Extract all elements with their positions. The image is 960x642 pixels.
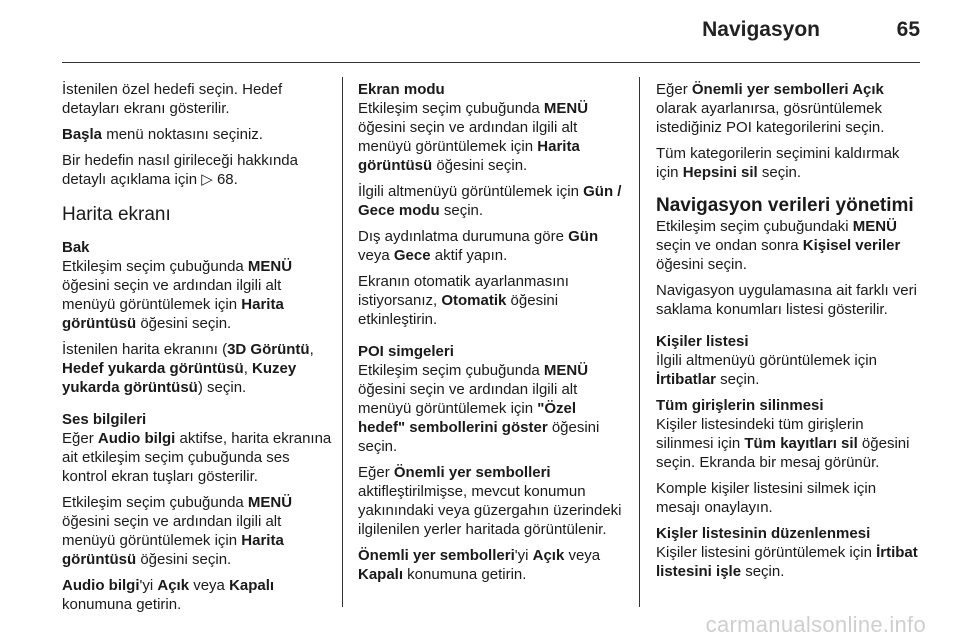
subheading: Kişiler listesi [656, 333, 749, 350]
paragraph: Önemli yer sembolleri'yi Açık veya Kapalı konumuna getirin. [358, 547, 601, 583]
paragraph: Eğer Önemli yer sembolleri aktifleştirilmişse, mevcut konumun yakınındaki veya güzergahın üzerindeki ilgilenilen yerler haritada görüntülenir. [358, 464, 622, 538]
paragraph: Audio bilgi'yi Açık veya Kapalı konumuna getirin. [62, 577, 275, 613]
subheading: Kişler listesinin düzenlenmesi [656, 525, 871, 542]
paragraph: Başla menü noktasını seçiniz. [62, 126, 263, 143]
paragraph: Kişiler listesini görüntülemek için İrtibat listesini işle seçin. [656, 544, 918, 580]
paragraph: İlgili altmenüyü görüntülemek için Gün / Gece modu seçin. [358, 183, 622, 219]
subheading: POI simgeleri [358, 343, 454, 360]
term: Başla [62, 126, 103, 143]
page-reference-link[interactable]: ▷ 68. [201, 171, 238, 188]
paragraph: İlgili altmenüyü görüntülemek için İrtibatlar seçin. [656, 352, 877, 388]
paragraph: Eğer Audio bilgi aktifse, harita ekranına ait etkileşim seçim çubuğunda ses kontrol ekran tuşları gösterilir. [62, 430, 332, 485]
section-title: Navigasyon [702, 18, 820, 41]
column-middle [358, 80, 626, 591]
header-divider [62, 62, 920, 63]
column-right [656, 80, 924, 588]
paragraph: Ekranın otomatik ayarlanmasını istiyorsanız, Otomatik öğesini etkinleştirin. [358, 273, 569, 328]
paragraph: Etkileşim seçim çubuğunda MENÜ öğesini seçin ve ardından ilgili alt menüyü görüntülemek için Harita görüntüsü öğesini seçin. [62, 494, 293, 568]
paragraph: Etkileşim seçim çubuğunda MENÜ öğesini seçin ve ardından ilgili alt menüyü görüntülemek için Harita görüntüsü öğesini seçin. [358, 100, 589, 174]
paragraph: Kişiler listesindeki tüm girişlerin silinmesi için Tüm kayıtları sil öğesini seçin. Ekranda bir mesaj görünür. [656, 416, 910, 471]
subheading: Bak [62, 239, 90, 256]
paragraph: Etkileşim seçim çubuğunda MENÜ öğesini seçin ve ardından ilgili alt menüyü görüntülemek için Harita görüntüsü öğesini seçin. [62, 258, 293, 332]
paragraph: İstenilen özel hedefi seçin. Hedef detayları ekranı gösterilir. [62, 81, 283, 117]
watermark: carmanualsonline.info [705, 612, 926, 637]
column-divider-2 [639, 77, 640, 607]
column-left [62, 80, 332, 621]
paragraph: Bir hedefin nasıl girileceği hakkında detaylı açıklama için ▷ 68. [62, 152, 298, 188]
section-heading: Navigasyon verileri yönetimi [656, 195, 914, 216]
paragraph: Dış aydınlatma durumuna göre Gün veya Gece aktif yapın. [358, 228, 599, 264]
paragraph: Tüm kategorilerin seçimini kaldırmak için Hepsini sil seçin. [656, 145, 900, 181]
paragraph: Eğer Önemli yer sembolleri Açık olarak ayarlanırsa, gösrüntülemek istediğiniz POI kategorilerini seçin. [656, 81, 885, 136]
paragraph: Etkileşim seçim çubuğunda MENÜ öğesini seçin ve ardından ilgili alt menüyü görüntülemek için "Özel hedef" sembollerini göster öğesini seçin. [358, 362, 600, 455]
page-number: 65 [896, 18, 920, 41]
subheading: Ses bilgileri [62, 411, 147, 428]
subheading: Ekran modu [358, 81, 445, 98]
paragraph: İstenilen harita ekranını (3D Görüntü, Hedef yukarda görüntüsü, Kuzey yukarda görüntüsü) seçin. [62, 341, 314, 396]
page-header [0, 0, 960, 62]
column-divider-1 [342, 77, 343, 607]
paragraph: Etkileşim seçim çubuğundaki MENÜ seçin ve ondan sonra Kişisel veriler öğesini seçin. [656, 218, 901, 273]
paragraph: Komple kişiler listesini silmek için mesajı onaylayın. [656, 480, 877, 516]
subheading: Tüm girişlerin silinmesi [656, 397, 824, 414]
section-heading: Harita ekranı [62, 204, 171, 225]
paragraph: Navigasyon uygulamasına ait farklı veri saklama konumları listesi gösterilir. [656, 282, 917, 318]
